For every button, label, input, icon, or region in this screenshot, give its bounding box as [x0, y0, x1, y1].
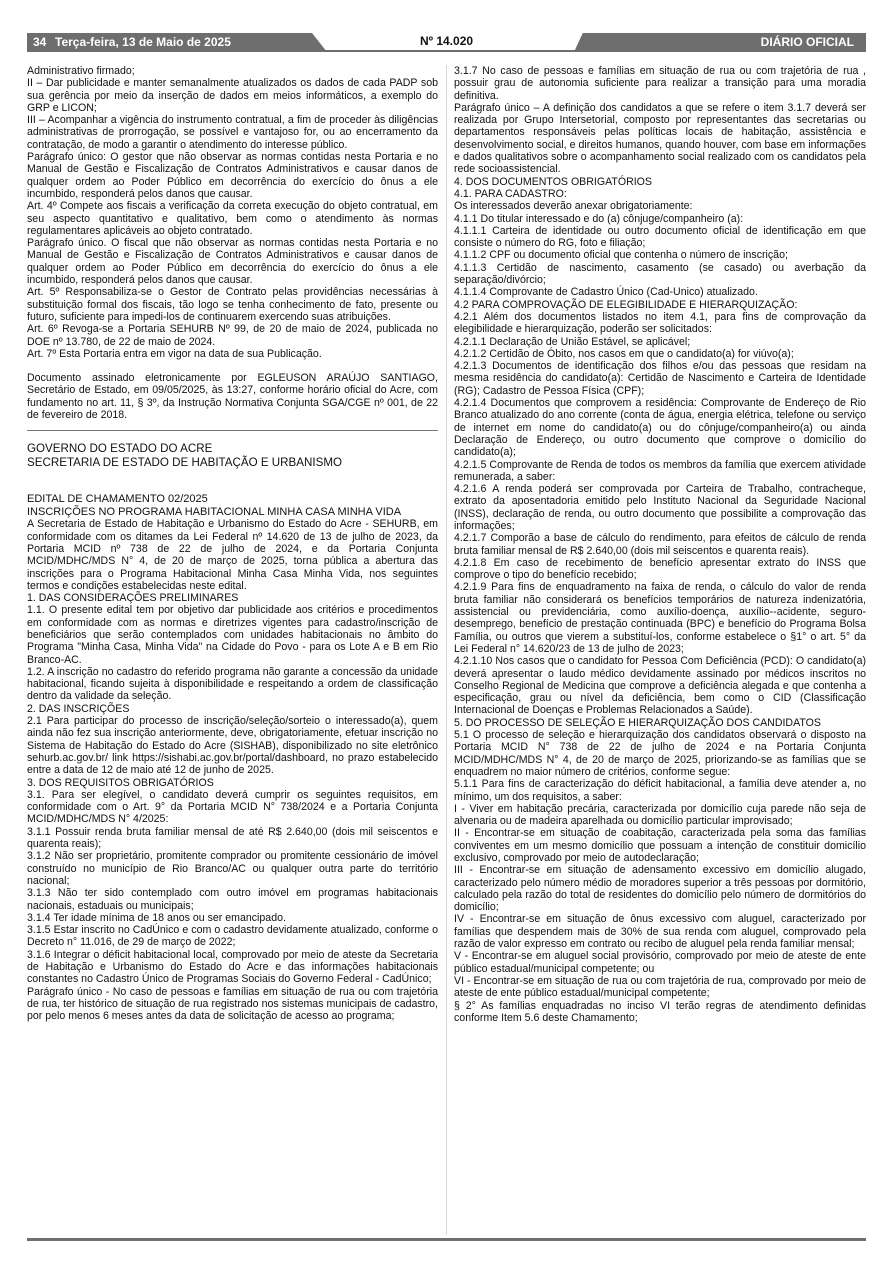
- section-heading: 3. DOS REQUISITOS OBRIGATÓRIOS: [27, 776, 214, 789]
- section-heading: 4.2 PARA COMPROVAÇÃO DE ELEGIBILIDADE E HIERARQUIZAÇÃO:: [454, 298, 798, 311]
- paragraph: 3.1.1 Possuir renda bruta familiar mensal de até R$ 2.640,00 (dois mil seiscentos e quarenta reais);: [27, 825, 438, 851]
- paragraph: I - Viver em habitação precária, caracterizada por domicílio cuja parede não seja de alvenaria ou de madeira aparelhada ou domicílio particular improvisado;: [454, 802, 866, 828]
- paragraph: 4.2.1.9 Para fins de enquadramento na faixa de renda, o cálculo do valor de renda bruta familiar não considerará os benefícios temporários de natureza indenizatória, assistencial ou previdenciária, como auxílio-doença, auxílio--acidente, seguro-desemprego, benefício de prestação continuada (BPC) e benefício do Programa Bolsa Família, ou outros que vierem a substituí-los, conforme estabelece o §1° o art. 5° da Lei Federal n° 14.620/23 de 13 de julho de 2023;: [454, 581, 866, 655]
- paragraph: 3.1.3 Não ter sido contemplado com outro imóvel em programas habitacionais nacionais, estaduais ou municipais;: [27, 887, 438, 912]
- edital-title: EDITAL DE CHAMAMENTO 02/2025: [27, 493, 208, 506]
- paragraph: 4.1.1.3 Certidão de nascimento, casamento (se casado) ou averbação da separação/divórcio;: [454, 261, 866, 287]
- paragraph: 4.1.1.2 CPF ou documento oficial que contenha o número de inscrição;: [454, 249, 788, 262]
- paragraph: Art. 4º Compete aos fiscais a verificação da correta execução do objeto contratual, em seu aspecto quantitativo e qualitativo, bem como o atendimento às normas regulamentares aplicáveis ao objeto contratado.: [27, 200, 438, 237]
- section-heading: 1. DAS CONSIDERAÇÕES PRELIMINARES: [27, 592, 239, 605]
- paragraph: Parágrafo único: O gestor que não observar as normas contidas nesta Portaria e no Manual de Gestão e Fiscalização de Contratos Administrativos e causar danos de qualquer ordem ao Poder Público em decorrência do exercício do ônus a ele incumbido, responderá pelos danos que causar.: [27, 151, 438, 200]
- paragraph: 1.1. O presente edital tem por objetivo dar publicidade aos critérios e procedimentos em conformidade com as normas e diretrizes vigentes para cadastro/inscrição de beneficiários que serão contemplados com unidades habitacionais no âmbito do Programa "Minha Casa, Minha Vida" na Cidade do Povo - para os Lote A e B em Rio Branco-AC.: [27, 604, 438, 666]
- paragraph: 1.2. A inscrição no cadastro do referido programa não garante a concessão da unidade habitacional, ficando sujeita à disponibilidade e respeitando a ordem de classificação dentro da validade da seleção.: [27, 665, 438, 703]
- paragraph: 4.2.1.3 Documentos de identificação dos filhos e/ou das pessoas que residam na mesma residência do candidato(a): Certidão de Nascimento e Carteira de Identidade (RG); Cadastro de Pessoa Física (CPF);: [454, 360, 866, 397]
- header-rule: [27, 50, 866, 52]
- page-header: [27, 33, 866, 52]
- paragraph: 5.1.1 Para fins de caracterização do déficit habitacional, a família deve atender a, no mínimo, um dos requisitos, a saber:: [454, 778, 866, 803]
- paragraph: III - Encontrar-se em situação de adensamento excessivo em domicílio alugado, caracterizado pelo número médio de moradores superior a três pessoas por dormitório, calculado pela razão do total de residentes do domicílio pelo número de dormitórios do domicílio;: [454, 864, 866, 914]
- section-heading: 5. DO PROCESSO DE SELEÇÃO E HIERARQUIZAÇÃO DOS CANDIDATOS: [454, 716, 821, 729]
- section-heading: 4.1. PARA CADASTRO:: [454, 187, 567, 200]
- paragraph: Parágrafo único - No caso de pessoas e famílias em situação de rua ou com trajetória de rua, ter histórico de situação de rua registrado nos sistemas municipais de cadastro, por pelo menos 6 meses antes da data de solicitação de acesso ao programa;: [27, 985, 438, 1023]
- paragraph: 4.2.1 Além dos documentos listados no item 4.1, para fins de comprovação da elegibilidade e hierarquização, poderão ser solicitados:: [454, 310, 866, 336]
- issue-date: Terça-feira, 13 de Maio de 2025: [55, 35, 231, 49]
- paragraph: 4.1.1.1 Carteira de identidade ou outro documento oficial de identificação em que consiste o número do RG, foto e filiação;: [454, 224, 866, 250]
- paragraph: 2.1 Para participar do processo de inscrição/seleção/sorteio o interessado(a), quem ainda não fez sua inscrição anteriormente, deve, obrigatoriamente, efetuar inscrição no Sistema de Habitação do Estado do Acre (SISHAB), disponibilizado no site eletrônico sehurb.ac.gov.br/ link https://sishabi.ac.gov.br/portal/dashboard, no prazo estabelecido entre a data de 12 de maio até 12 de junho de 2025.: [27, 715, 438, 777]
- section-heading: 2. DAS INSCRIÇÕES: [27, 702, 130, 715]
- paragraph: 5.1 O processo de seleção e hierarquização dos candidatos observará o disposto na Portaria MCID N° 738 de 22 de julho de 2024 e na Portaria Conjunta MCID/MDHC/MDS N° 4, de 20 de março de 2025, priorizando-se as famílias que se enquadrem no maior número de critérios, conforme segue:: [454, 729, 866, 778]
- paragraph: IV - Encontrar-se em situação de ônus excessivo com aluguel, caracterizado por famílias que despendem mais de 30% de sua renda com aluguel, comprovado pela razão de valor expresso em contrato ou recibo de aluguel pela renda familiar mensal;: [454, 913, 866, 951]
- paragraph: III – Acompanhar a vigência do instrumento contratual, a fim de proceder às diligências administrativas de prorrogação, se possível e vantajoso for, ou ao encerramento da contratação, de modo a garantir o atendimento do interesse público.: [27, 114, 438, 151]
- paragraph: Art. 7º Esta Portaria entra em vigor na data de sua Publicação.: [27, 347, 322, 360]
- edital-body-left: [27, 518, 438, 1022]
- left-column: [27, 65, 438, 1022]
- secretariat-name: SECRETARIA DE ESTADO DE HABITAÇÃO E URBANISMO: [27, 455, 343, 469]
- paragraph: Art. 5º Responsabiliza-se o Gestor de Contrato pelas providências necessárias à substituição formal dos fiscais, tão logo se tenha conhecimento de fato, presente ou futuro, suficiente para impedi-los de continuarem exercendo suas atribuições.: [27, 286, 438, 323]
- publication-title: DIÁRIO OFICIAL: [760, 35, 854, 49]
- paragraph: 3.1.6 Integrar o déficit habitacional local, comprovado por meio de ateste da Secretaria de Habitação e Urbanismo do Estado do Acre e das informações habitacionais constantes no Cadastro Único de Programas Sociais do Governo Federal - CadÚnico;: [27, 948, 438, 986]
- paragraph: Art. 6º Revoga-se a Portaria SEHURB Nº 99, de 20 de maio de 2024, publicada no DOE nº 13.780, de 22 de maio de 2024.: [27, 323, 438, 348]
- page-footer-rule: [27, 1238, 866, 1241]
- paragraph: 4.2.1.6 A renda poderá ser comprovada por Carteira de Trabalho, contracheque, extrato da aposentadoria emitido pelo Instituto Nacional da Seguridade Nacional (INSS), declaração de renda, ou outro documento que possibilite a comprovação das informações;: [454, 483, 866, 532]
- paragraph: A Secretaria de Estado de Habitação e Urbanismo do Estado do Acre - SEHURB, em conformidade com os ditames da Lei Federal nº 14.620 de 13 de julho de 2023, da Portaria MCID nº 738 de 22 de julho de 2024, e da Portaria Conjunta MCID/MDHC/MDS N° 4, de 20 de março de 2025, torna pública a abertura das inscrições para o Programa Habitacional Minha Casa Minha Vida, nos seguintes termos e condições estabelecidas neste edital.: [27, 518, 438, 592]
- paragraph: II – Dar publicidade e manter semanalmente atualizados os dados de cada PADP sob sua gerência por meio da inserção de dados em meios informáticos, a exemplo do GRP e LICON;: [27, 77, 438, 114]
- edital-subtitle: INSCRIÇÕES NO PROGRAMA HABITACIONAL MINHA CASA MINHA VIDA: [27, 505, 402, 518]
- paragraph: 4.2.1.7 Comporão a base de cálculo do rendimento, para efeitos de cálculo de renda bruta familiar mensal de R$ 2.640,00 (dois mil seiscentos e quarenta reais).: [454, 532, 866, 557]
- section-heading: 4. DOS DOCUMENTOS OBRIGATÓRIOS: [454, 175, 652, 188]
- section-divider: [27, 430, 438, 431]
- paragraph: 3.1.5 Estar inscrito no CadÚnico e com o cadastro devidamente atualizado, conforme o Decreto n° 11.016, de 29 de março de 2022;: [27, 924, 438, 949]
- portaria-continuation: [27, 65, 438, 360]
- page-number: 34: [33, 35, 47, 49]
- paragraph: 4.2.1.4 Documentos que comprovem a residência: Comprovante de Endereço de Rio Branco atualizado do ano corrente (conta de água, energia elétrica, telefone ou serviço de internet em nome do candidato(a) ou do cônjuge/companheiro(a) ou ainda Declaração de Endereço, ou outro documento que comprove o domicílio do candidato(a);: [454, 397, 866, 459]
- paragraph: VI - Encontrar-se em situação de rua ou com trajetória de rua, comprovado por meio de ateste de ente público estadual/municipal competente;: [454, 974, 866, 1000]
- paragraph: 3.1.4 Ter idade mínima de 18 anos ou ser emancipado.: [27, 911, 286, 924]
- paragraph: 3.1.2 Não ser proprietário, promitente comprador ou promitente cessionário de imóvel construído no município de Rio Branco/AC ou qualquer outra parte do território nacional;: [27, 850, 438, 887]
- paragraph: II - Encontrar-se em situação de coabitação, caracterizada pela soma das famílias conviventes em um mesmo domicílio que possuam a intenção de constituir domicílio exclusivo, comprovado por meio de autodeclaração;: [454, 827, 866, 864]
- paragraph: V - Encontrar-se em aluguel social provisório, comprovado por meio de ateste de ente público estadual/municipal competente; ou: [454, 950, 866, 975]
- right-column: [454, 65, 866, 1024]
- paragraph: § 2° As famílias enquadradas no inciso VI terão regras de atendimento definidas conforme Item 5.6 deste Chamamento;: [454, 999, 866, 1024]
- paragraph: Parágrafo único. O fiscal que não observar as normas contidas nesta Portaria e no Manual de Gestão e Fiscalização de Contratos Administrativos e causar danos de qualquer ordem ao Poder Público em decorrência do exercício do ônus a ele incumbido, responderá pelos danos que causar.: [27, 237, 438, 287]
- signature-block: Documento assinado eletronicamente por EGLEUSON ARAÚJO SANTIAGO, Secretário de Estado, em 09/05/2025, às 13:27, conforme horário oficial do Acre, com fundamento no art. 11, § 3º, da Instrução Normativa Conjunta SGA/CGE nº 001, de 22 de fevereiro de 2018.: [27, 372, 438, 422]
- paragraph: 4.2.1.2 Certidão de Óbito, nos casos em que o candidato(a) for viúvo(a);: [454, 347, 794, 360]
- paragraph: 4.2.1.5 Comprovante de Renda de todos os membros da família que exercem atividade remunerada, a saber:: [454, 458, 866, 483]
- column-divider: [446, 65, 447, 1235]
- paragraph: 4.2.1.8 Em caso de recebimento de benefício apresentar extrato do INSS que comprove o tipo do benefício recebido;: [454, 556, 866, 582]
- paragraph: 4.2.1.1 Declaração de União Estável, se aplicável;: [454, 335, 691, 348]
- paragraph: Administrativo firmado;: [27, 65, 135, 77]
- paragraph: 4.2.1.10 Nos casos que o candidato for Pessoa Com Deficiência (PCD): O candidato(a) deverá apresentar o laudo médico devidamente assinado por médicos inscritos no Conselho Regional de Medicina que comprove a deficiência alegada e que contenha a especificação, grau ou nível da deficiência, bem como o CID (Classificação Internacional de Doenças e Problemas Relacionados a Saúde).: [454, 655, 866, 717]
- paragraph: 3.1. Para ser elegível, o candidato deverá cumprir os seguintes requisitos, em conformidade com o Art. 9° da Portaria MCID N° 738/2024 e a Portaria Conjunta MCID/MDHC/MDS N° 4/2025:: [27, 788, 438, 826]
- paragraph: Os interessados deverão anexar obrigatoriamente:: [454, 200, 693, 213]
- paragraph: 4.1.1.4 Comprovante de Cadastro Único (Cad-Unico) atualizado.: [454, 286, 758, 299]
- paragraph: Parágrafo único – A definição dos candidatos a que se refere o item 3.1.7 deverá ser realizada por Grupo Intersetorial, composto por representantes das secretarias ou departamentos responsáveis pelas políticas locais de habitação, assistência e desenvolvimento social, e direitos humanos, quando houver, com base em informações e dados qualitativos sobre o acompanhamento social realizado com os candidatos pela rede socioassistencial.: [454, 101, 866, 176]
- paragraph: 3.1.7 No caso de pessoas e famílias em situação de rua ou com trajetória de rua , possuir grau de autonomia suficiente para realizar a transição para uma moradia definitiva.: [454, 65, 866, 102]
- issue-number: Nº 14.020: [419, 34, 474, 48]
- government-name: GOVERNO DO ESTADO DO ACRE: [27, 442, 213, 456]
- paragraph: 4.1.1 Do titular interessado e do (a) cônjuge/companheiro (a):: [454, 212, 744, 225]
